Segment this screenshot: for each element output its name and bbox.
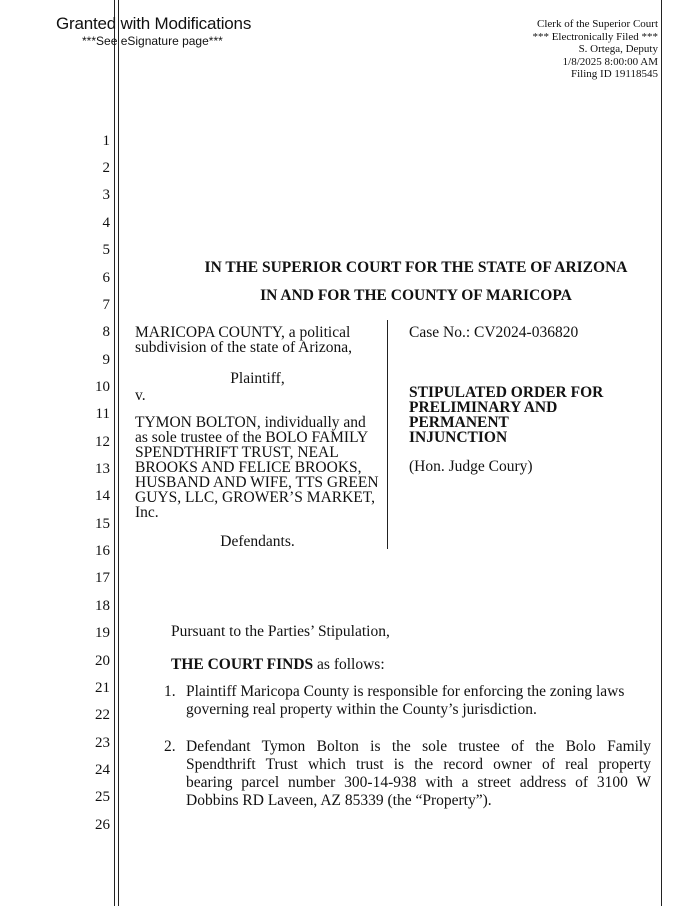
- document-title-line: STIPULATED ORDER FOR: [409, 384, 604, 401]
- line-number: 2: [102, 160, 110, 176]
- line-number: 9: [102, 352, 110, 368]
- line-number: 11: [95, 406, 110, 422]
- line-number: 13: [95, 461, 110, 477]
- stamp-subtitle: ***See eSignature page***: [82, 34, 223, 48]
- line-number: 6: [102, 270, 110, 286]
- caption-divider: [387, 320, 388, 549]
- plaintiff-name-line-2: subdivision of the state of Arizona,: [135, 339, 352, 356]
- line-number: 26: [95, 817, 110, 833]
- finding-text-line: Dobbins RD Laveen, AZ 85339 (the “Property”).: [186, 792, 492, 809]
- clerk-line: 1/8/2025 8:00:00 AM: [562, 55, 658, 68]
- finding-text-line: Plaintiff Maricopa County is responsible for enforcing the zoning laws: [186, 683, 625, 700]
- document-title-line: INJUNCTION: [409, 429, 508, 446]
- document-title-line: PRELIMINARY AND: [409, 399, 558, 416]
- defendant-line: Inc.: [135, 504, 159, 521]
- line-number: 17: [95, 570, 110, 586]
- line-number: 8: [102, 324, 110, 340]
- line-number: 21: [95, 680, 110, 696]
- line-number: 12: [95, 434, 110, 450]
- line-number: 1: [102, 133, 110, 149]
- line-number: 24: [95, 762, 110, 778]
- finding-text-line: governing real property within the County’s jurisdiction.: [186, 701, 537, 718]
- court-heading-line-2: IN AND FOR THE COUNTY OF MARICOPA: [260, 287, 572, 304]
- right-margin-rule: [661, 0, 662, 906]
- court-heading-line-1: IN THE SUPERIOR COURT FOR THE STATE OF ARIZONA: [204, 259, 628, 276]
- clerk-filing-block: [468, 18, 658, 81]
- line-number: 25: [95, 789, 110, 805]
- left-margin-rule-1: [114, 0, 115, 906]
- finding-number: 2.: [164, 738, 176, 755]
- findings-heading-rest: as follows:: [313, 656, 385, 673]
- clerk-line: Clerk of the Superior Court: [537, 18, 658, 30]
- finding-text-line: Spendthrift Trust which trust is the record owner of real property: [186, 756, 651, 773]
- defendant-line: SPENDTHRIFT TRUST, NEAL: [135, 444, 339, 461]
- finding-text-line: bearing parcel number 300-14-938 with a street address of 3100 W: [186, 774, 651, 791]
- plaintiff-role: Plaintiff,: [230, 370, 285, 387]
- line-number: 23: [95, 735, 110, 751]
- defendants-role: Defendants.: [220, 533, 295, 550]
- line-number: 10: [95, 379, 110, 395]
- defendant-line: GUYS, LLC, GROWER’S MARKET,: [135, 489, 375, 506]
- defendant-line: HUSBAND AND WIFE, TTS GREEN: [135, 474, 379, 491]
- intro-paragraph: Pursuant to the Parties’ Stipulation,: [171, 623, 390, 640]
- line-number: 7: [102, 297, 110, 313]
- line-number: 22: [95, 707, 110, 723]
- defendant-line: as sole trustee of the BOLO FAMILY: [135, 429, 369, 446]
- judge-name: (Hon. Judge Coury): [409, 458, 533, 475]
- line-number: 14: [95, 488, 110, 504]
- line-number: 4: [102, 215, 110, 231]
- line-number: 3: [102, 187, 110, 203]
- line-number: 20: [95, 653, 110, 669]
- clerk-line: *** Electronically Filed ***: [532, 30, 658, 43]
- defendant-line: BROOKS AND FELICE BROOKS,: [135, 459, 362, 476]
- findings-heading: [171, 657, 385, 672]
- line-number: 15: [95, 516, 110, 532]
- case-number: Case No.: CV2024-036820: [409, 324, 579, 341]
- clerk-line: Filing ID 19118545: [571, 68, 658, 81]
- finding-number: 1.: [164, 683, 176, 700]
- granted-stamp: [56, 14, 251, 48]
- stamp-title: Granted with Modifications: [56, 14, 252, 33]
- line-number: 19: [95, 625, 110, 641]
- versus: v.: [135, 387, 146, 404]
- plaintiff-name-line-1: MARICOPA COUNTY, a political: [135, 324, 351, 341]
- line-number: 16: [95, 543, 110, 559]
- findings-heading-bold: THE COURT FINDS: [171, 656, 314, 673]
- left-margin-rule-2: [118, 0, 119, 906]
- clerk-line: S. Ortega, Deputy: [578, 43, 658, 56]
- document-title-line: PERMANENT: [409, 414, 509, 431]
- finding-text-line: Defendant Tymon Bolton is the sole trustee of the Bolo Family: [186, 738, 651, 755]
- defendant-line: TYMON BOLTON, individually and: [135, 414, 366, 431]
- line-number: 18: [95, 598, 110, 614]
- line-number: 5: [102, 242, 110, 258]
